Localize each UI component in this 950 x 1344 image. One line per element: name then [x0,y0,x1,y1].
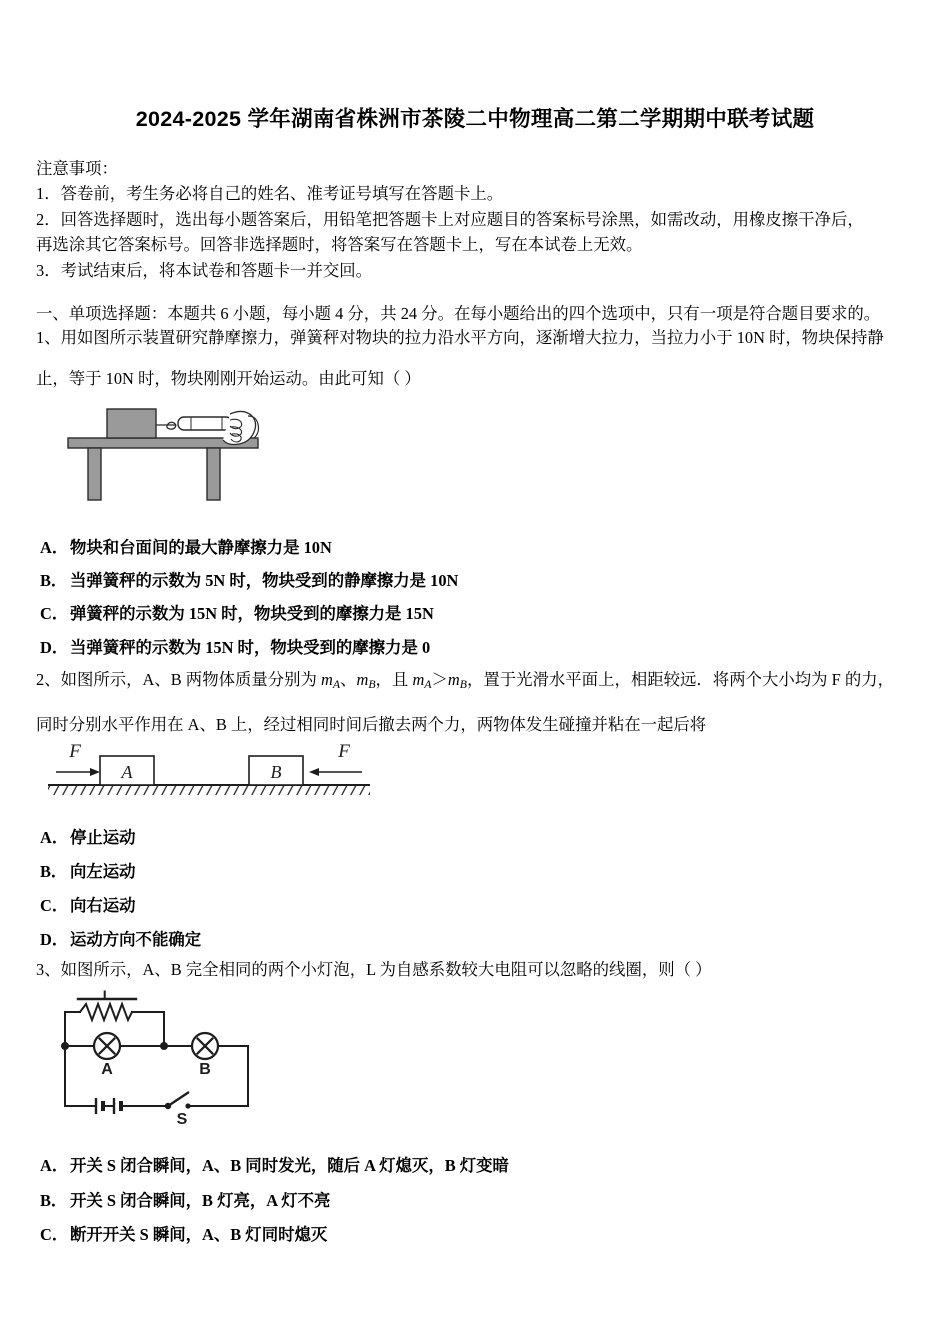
inductor-lamp-circuit-figure [52,988,297,1133]
question-2-option-d[interactable] [40,926,201,950]
question-1-option-d-label: D． [40,638,69,657]
svg-text:B: B [270,762,282,782]
question-3-option-a[interactable] [40,1152,509,1176]
question-1-option-c[interactable] [40,600,434,624]
question-3-option-c-label: C． [40,1225,69,1244]
question-2-stem [36,668,928,737]
question-2-option-c-text: 向右运动 [70,896,136,915]
question-1-option-d-text: 当弹簧秤的示数为 15N 时，物块受到的摩擦力是 0 [70,638,431,657]
question-2-mass-a: $m_A$ [321,670,341,692]
switch-label: S [176,1111,188,1128]
question-1-option-a[interactable] [40,534,332,558]
question-2-mass-b-2: $m_B$ [447,670,467,692]
lamp-a-label: A [101,1061,113,1078]
question-2-option-a-text: 停止运动 [70,828,136,847]
lamp-b-label: B [199,1061,211,1078]
question-1-option-c-text: 弹簧秤的示数为 15N 时，物块受到的摩擦力是 15N [70,604,434,623]
question-1-option-a-text: 物块和台面间的最大静摩擦力是 10N [70,538,332,557]
question-2-option-b[interactable] [40,858,136,882]
question-1-option-c-label: C． [40,604,69,623]
notice-heading: 注意事项： [36,159,118,178]
question-2-option-d-text: 运动方向不能确定 [70,930,202,949]
question-2-option-b-text: 向左运动 [70,862,136,881]
question-2-stem-prefix: 2、如图所示， [36,670,143,689]
question-2-stem-rest: ，置于光滑水平面上，相距较远．将两个大小均为 F 的力， [466,670,895,689]
notice-item-4: 3．考试结束后，将本试卷和答题卡一并交回。 [36,260,373,280]
question-3-option-c[interactable] [40,1221,327,1245]
notice-item-2: 2．回答选择题时，选出每小题答案后，用铅笔把答题卡上对应题目的答案标号涂黑，如需改动，用橡皮擦干净后， [36,209,864,229]
question-3-option-b-text: 开关 S 闭合瞬间，B 灯亮，A 灯不亮 [70,1191,331,1210]
question-2-option-d-label: D． [40,930,69,949]
question-3-option-a-text: 开关 S 闭合瞬间，A、B 同时发光，随后 A 灯熄灭，B 灯变暗 [70,1156,509,1175]
page-title: 2024-2025 学年湖南省株洲市茶陵二中物理高二第二学期期中联考试题 [135,107,815,131]
question-2-option-a-label: A． [40,828,69,847]
question-1-stem-line-2: 止，等于 10N 时，物块刚刚开始运动。由此可知（ ） [36,369,421,388]
question-3-option-c-text: 断开开关 S 瞬间，A、B 灯同时熄灭 [70,1225,328,1244]
section-heading: 一、单项选择题：本题共 6 小题，每小题 4 分，共 24 分。在每小题给出的四个选项中，只有一项是符合题目要求的。 [36,304,881,323]
question-2-mass-b: $m_B$ [356,670,376,692]
question-1-option-b[interactable] [40,567,458,591]
question-2-stem-line-2: 同时分别水平作用在 A、B 上，经过相同时间后撤去两个力，两物体发生碰撞并粘在一起后将 [36,715,707,735]
question-2-mass-a-2: $m_A$ [412,670,432,692]
question-1-option-a-label: A． [40,538,69,557]
question-1-option-b-text: 当弹簧秤的示数为 5N 时，物块受到的静摩擦力是 10N [70,571,459,590]
notice-item-1: 1．答卷前，考生务必将自己的姓名、准考证号填写在答题卡上。 [36,184,504,204]
question-2-stem-mid: A、B 两物体质量分别为 [142,670,322,689]
notice-block [36,156,924,283]
svg-text:A: A [121,762,133,782]
svg-text:F: F [69,742,81,762]
question-2-option-c-label: C． [40,896,69,915]
notice-item-3: 再选涂其它答案标号。回答非选择题时，将答案写在答题卡上，写在本试卷上无效。 [36,235,643,255]
question-1-stem [36,326,928,391]
lamp-b-symbol [192,1033,218,1059]
question-3-option-b[interactable] [40,1187,330,1211]
svg-text:F: F [338,742,350,762]
table-block-spring-scale-figure [60,398,275,508]
question-1-option-d[interactable] [40,634,430,658]
two-blocks-forces-figure [44,742,374,804]
question-3-stem [36,958,928,982]
question-3-option-a-label: A． [40,1156,69,1175]
lamp-a-symbol [94,1033,120,1059]
question-2-stem-line-1: 2、如图所示，A、B 两物体质量分别为 $m_A$、$m_B$，且 $m_A>m_B$，置于光滑水平面上，相距较远．将两个大小均为 F 的力， [36,670,895,692]
question-1-option-b-label: B． [40,571,68,590]
question-3-option-b-label: B． [40,1191,68,1210]
inductor-label: L [102,988,112,1003]
question-2-option-c[interactable] [40,892,136,916]
question-2-option-b-label: B． [40,862,68,881]
question-3-stem-line-1: 3、如图所示，A、B 完全相同的两个小灯泡，L 为自感系数较大电阻可以忽略的线圈，则（ ） [36,960,712,979]
question-2-option-a[interactable] [40,824,136,848]
question-1-stem-line-1: 1、用如图所示装置研究静摩擦力，弹簧秤对物块的拉力沿水平方向，逐渐增大拉力，当拉力小于 10N 时，物块保持静 [36,328,884,347]
